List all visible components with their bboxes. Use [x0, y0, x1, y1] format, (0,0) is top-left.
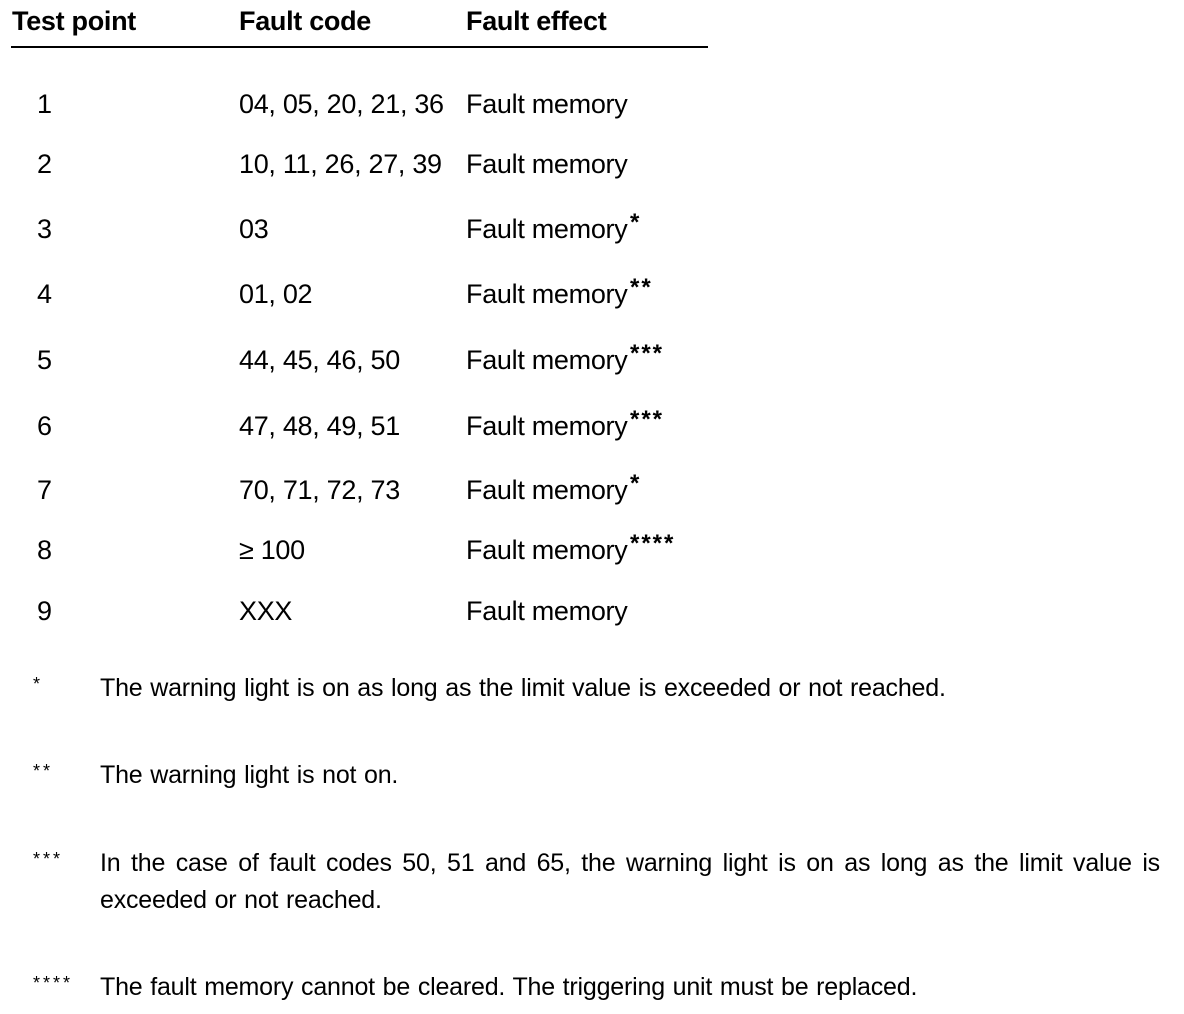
- header-test-point: Test point: [12, 6, 136, 36]
- fault-code-cell: 10, 11, 26, 27, 39: [239, 149, 442, 179]
- fault-code-cell: 47, 48, 49, 51: [239, 411, 400, 441]
- test-point-cell: 9: [37, 596, 53, 626]
- table-row: [0, 144, 900, 184]
- footnote-text: The warning light is on as long as the limit value is exceeded or not reached.: [100, 674, 946, 702]
- footnote-mark: **: [33, 761, 54, 781]
- footnote-marker: ****: [630, 530, 676, 557]
- fault-effect-cell: Fault memory: [466, 535, 628, 565]
- test-point-cell: 6: [37, 411, 53, 441]
- table-row: [0, 591, 900, 631]
- fault-effect-cell: Fault memory: [466, 475, 628, 505]
- fault-effect-cell: Fault memory: [466, 149, 628, 179]
- fault-code-cell: 01, 02: [239, 279, 313, 309]
- footnote-marker: ***: [630, 340, 665, 367]
- header-fault-code: Fault code: [239, 6, 372, 36]
- table-row: [0, 209, 900, 249]
- header-fault-effect: Fault effect: [466, 6, 607, 36]
- fault-code-cell: 04, 05, 20, 21, 36: [239, 89, 444, 119]
- fault-effect-cell: Fault memory: [466, 214, 628, 244]
- fault-code-cell: ≥ 100: [239, 535, 305, 565]
- fault-effect-cell: Fault memory: [466, 345, 628, 375]
- table-row: [0, 406, 900, 446]
- footnote-text: The fault memory cannot be cleared. The triggering unit must be replaced.: [100, 973, 918, 1001]
- test-point-cell: 3: [37, 214, 53, 244]
- fault-effect-cell: Fault memory: [466, 411, 628, 441]
- footnote-text: In the case of fault codes 50, 51 and 65, the warning light is on as long as the limit value is exceeded or not reached.: [100, 849, 1160, 914]
- footnote-marker: *: [630, 470, 642, 497]
- fault-effect-cell: Fault memory: [466, 279, 628, 309]
- footnote-marker: **: [630, 274, 653, 301]
- test-point-cell: 7: [37, 475, 53, 505]
- fault-code-cell: XXX: [239, 596, 293, 626]
- test-point-cell: 5: [37, 345, 53, 375]
- test-point-cell: 2: [37, 149, 53, 179]
- table-row: [0, 84, 900, 124]
- table-row: [0, 274, 900, 314]
- fault-effect-cell: Fault memory: [466, 596, 628, 626]
- footnote-mark: *: [33, 674, 44, 694]
- footnote-marker: *: [630, 209, 642, 236]
- table-row: [0, 470, 900, 510]
- fault-code-cell: 70, 71, 72, 73: [239, 475, 400, 505]
- fault-code-cell: 44, 45, 46, 50: [239, 345, 400, 375]
- header-divider: [11, 46, 708, 48]
- fault-effect-cell: Fault memory: [466, 89, 628, 119]
- test-point-cell: 4: [37, 279, 53, 309]
- table-row: [0, 340, 900, 380]
- fault-code-cell: 03: [239, 214, 269, 244]
- table-row: [0, 530, 900, 570]
- footnote-mark: ****: [33, 973, 74, 993]
- test-point-cell: 1: [37, 89, 53, 119]
- footnote-mark: ***: [33, 849, 64, 869]
- footnote-marker: ***: [630, 406, 665, 433]
- footnote-text: The warning light is not on.: [100, 761, 399, 789]
- test-point-cell: 8: [37, 535, 53, 565]
